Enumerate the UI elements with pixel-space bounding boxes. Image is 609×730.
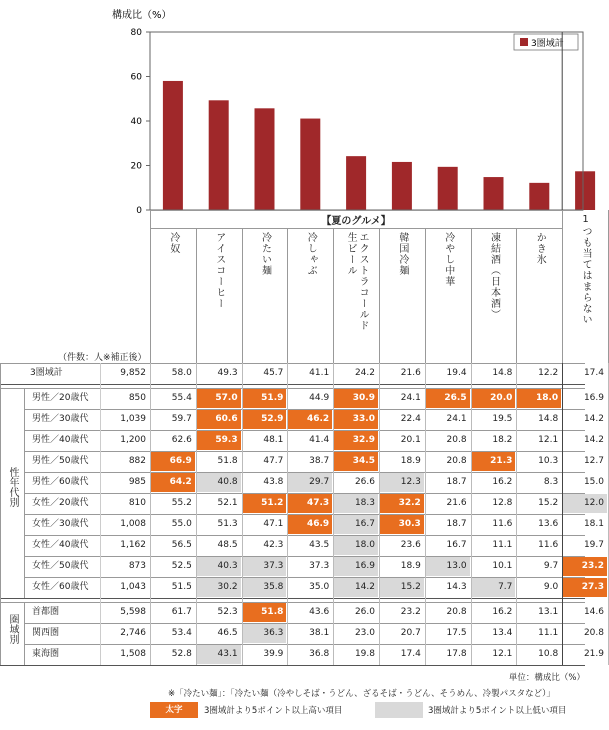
table-row-value: 37.3 [309, 561, 330, 571]
table-row-count: 985 [128, 477, 146, 487]
table-row-value: 51.8 [217, 456, 238, 466]
table-row-label: 女性／40歳代 [32, 540, 89, 550]
table-row-value: 16.2 [492, 477, 513, 487]
table-row-value: 64.2 [151, 473, 195, 492]
column-divider [379, 363, 380, 665]
table-row-label: 女性／60歳代 [32, 582, 89, 592]
table-row-value: 44.9 [309, 393, 330, 403]
table-row-value: 17.8 [446, 649, 467, 659]
table-row-value: 51.2 [243, 494, 287, 513]
table-row-value: 20.1 [400, 435, 421, 445]
column-divider [516, 228, 517, 365]
table-row-value: 23.0 [354, 628, 375, 638]
table-row-value: 34.5 [334, 452, 378, 471]
column-divider [562, 363, 563, 665]
table-row-value: 51.8 [243, 603, 287, 622]
table-row-value: 57.0 [197, 389, 241, 408]
table-row-value: 41.4 [309, 435, 330, 445]
total-value: 14.8 [492, 368, 513, 378]
group-label: 性年代別 [7, 467, 18, 507]
table-row-value: 12.1 [492, 649, 513, 659]
table-row-value: 17.4 [400, 649, 421, 659]
table-row-count: 1,162 [120, 540, 146, 550]
category-label: 冷しゃぶ [305, 232, 317, 276]
table-row-label: 女性／30歳代 [32, 519, 89, 529]
table-row-label: 男性／60歳代 [32, 477, 89, 487]
table-row-value: 26.6 [354, 477, 375, 487]
table-row-count: 1,008 [120, 519, 146, 529]
table-row-value: 30.3 [380, 515, 424, 534]
table-row-value: 15.2 [380, 578, 424, 597]
table-row-value: 15.0 [583, 477, 604, 487]
column-divider [471, 363, 472, 665]
table-row-value: 35.0 [309, 582, 330, 592]
y-tick-label: 60 [130, 72, 142, 83]
category-label: かき氷 [534, 232, 546, 265]
table-row-value: 59.7 [171, 414, 192, 424]
table-row-value: 22.4 [400, 414, 421, 424]
unit-note: 単位：構成比（%） [508, 673, 585, 683]
table-row-value: 16.9 [334, 557, 378, 576]
column-divider [196, 363, 197, 665]
table-row-value: 55.0 [171, 519, 192, 529]
rule [150, 228, 562, 229]
low-swatch [375, 702, 423, 718]
table-row-value: 55.4 [171, 393, 192, 403]
table-row-value: 51.5 [171, 582, 192, 592]
total-value: 45.7 [263, 368, 284, 378]
table-row-value: 10.3 [538, 456, 559, 466]
table-row-value: 53.4 [171, 628, 192, 638]
table-row-value: 47.1 [263, 519, 284, 529]
y-tick-label: 40 [130, 117, 142, 127]
table-row-count: 1,508 [120, 649, 146, 659]
table-row-value: 7.7 [472, 578, 516, 597]
column-divider [471, 228, 472, 365]
total-count: 9,852 [120, 368, 146, 378]
group-divider [24, 602, 25, 665]
column-divider [287, 228, 288, 365]
table-row-label: 男性／50歳代 [32, 456, 89, 466]
table-row-value: 21.9 [583, 649, 604, 659]
category-label: 凍結酒（日本酒） [488, 232, 500, 320]
table-row-value: 8.3 [543, 477, 559, 487]
rule [150, 210, 583, 211]
high-swatch: 太字 [150, 702, 198, 718]
category-label: 冷たい麺 [259, 232, 271, 276]
table-row-value: 13.4 [492, 628, 513, 638]
table-row-value: 16.7 [446, 540, 467, 550]
table-row-value: 23.6 [400, 540, 421, 550]
table-row-value: 19.8 [354, 649, 375, 659]
table-row-value: 32.2 [380, 494, 424, 513]
table-row-count: 1,043 [120, 582, 146, 592]
table-row-value: 27.3 [563, 578, 607, 597]
table-row-value: 33.0 [334, 410, 378, 429]
table-row-value: 12.8 [492, 498, 513, 508]
rule [0, 598, 585, 599]
table-row-value: 13.1 [538, 607, 559, 617]
y-tick-label: 0 [136, 206, 142, 216]
table-row-value: 48.5 [217, 540, 238, 550]
table-row-value: 37.3 [243, 557, 287, 576]
total-value: 19.4 [446, 368, 467, 378]
y-axis-title: 構成比（%） [112, 10, 172, 21]
table-row-value: 18.7 [446, 519, 467, 529]
table-row-value: 24.1 [446, 414, 467, 424]
table-row-value: 16.2 [492, 607, 513, 617]
table-row-value: 20.8 [583, 628, 604, 638]
category-label: 冷やし中華 [442, 232, 454, 287]
table-row-value: 38.7 [309, 456, 330, 466]
column-divider [150, 210, 151, 365]
table-row-label: 女性／20歳代 [32, 498, 89, 508]
total-value: 17.4 [583, 368, 604, 378]
table-row-value: 18.3 [334, 494, 378, 513]
table-row-value: 46.9 [288, 515, 332, 534]
table-row-value: 9.0 [543, 582, 559, 592]
table-row-value: 11.1 [538, 628, 559, 638]
table-row-value: 14.8 [538, 414, 559, 424]
table-row-value: 12.3 [380, 473, 424, 492]
table-row-value: 14.2 [334, 578, 378, 597]
table-row-value: 52.9 [243, 410, 287, 429]
table-row-value: 59.3 [197, 431, 241, 450]
group-label: 圏域別 [7, 614, 18, 644]
table-row-value: 18.9 [400, 456, 421, 466]
table-row-label: 男性／30歳代 [32, 414, 89, 424]
table-row-value: 47.3 [288, 494, 332, 513]
table-row-value: 11.6 [492, 519, 513, 529]
table-row-value: 11.1 [492, 540, 513, 550]
table-row-label: 男性／40歳代 [32, 435, 89, 445]
column-divider [242, 363, 243, 665]
table-row-value: 12.7 [583, 456, 604, 466]
category-label: 韓国冷麺 [396, 232, 408, 276]
table-row-value: 52.1 [217, 498, 238, 508]
table-row-value: 19.5 [492, 414, 513, 424]
group-divider [24, 388, 25, 598]
table-row-value: 18.1 [583, 519, 604, 529]
legend-label: 3圏域計 [531, 39, 564, 49]
table-row-value: 43.8 [263, 477, 284, 487]
table-row-label: 関西圏 [32, 628, 60, 638]
table-row-count: 1,039 [120, 414, 146, 424]
column-divider [333, 228, 334, 365]
column-divider [196, 228, 197, 365]
table-row-value: 21.6 [446, 498, 467, 508]
table-row-value: 20.8 [446, 456, 467, 466]
table-row-value: 46.2 [288, 410, 332, 429]
table-row-value: 20.0 [472, 389, 516, 408]
table-row-value: 14.6 [583, 607, 604, 617]
category-label: 生ビール [345, 232, 357, 276]
table-row-value: 40.8 [197, 473, 241, 492]
table-row-value: 23.2 [563, 557, 607, 576]
table-row-value: 14.3 [446, 582, 467, 592]
y-tick-label: 20 [130, 161, 142, 172]
rule [0, 665, 585, 666]
category-label: 1つも当てはまらない [580, 214, 592, 325]
table-row-value: 18.9 [400, 561, 421, 571]
table-row-value: 9.7 [543, 561, 559, 571]
total-value: 41.1 [309, 368, 330, 378]
table-row-value: 51.9 [243, 389, 287, 408]
table-row-count: 5,598 [120, 607, 146, 617]
total-value: 12.2 [538, 368, 559, 378]
column-divider [562, 210, 563, 365]
high-legend: 3圏域計より5ポイント以上高い項目 [204, 706, 343, 716]
table-row-count: 850 [128, 393, 146, 403]
table-row-value: 14.2 [583, 435, 604, 445]
table-row-count: 2,746 [120, 628, 146, 638]
y-tick-label: 80 [130, 28, 142, 38]
table-row-count: 873 [128, 561, 146, 571]
table-row-value: 18.0 [334, 536, 378, 555]
table-row-value: 55.2 [171, 498, 192, 508]
table-row-label: 女性／50歳代 [32, 561, 89, 571]
table-row-value: 30.9 [334, 389, 378, 408]
column-divider [287, 363, 288, 665]
category-label: 冷奴 [167, 232, 179, 254]
table-row-value: 52.5 [171, 561, 192, 571]
footnote: ※「冷たい麺」：「冷たい麺（冷やしそば・うどん、ざるそば・うどん、そうめん、冷製パスタなど）」 [168, 689, 555, 699]
table-row-count: 810 [128, 498, 146, 508]
table-row-value: 26.5 [426, 389, 470, 408]
table-row-value: 14.2 [583, 414, 604, 424]
table-row-value: 61.7 [171, 607, 192, 617]
total-value: 21.6 [400, 368, 421, 378]
table-row-value: 24.1 [400, 393, 421, 403]
table-row-value: 35.8 [243, 578, 287, 597]
column-divider [0, 363, 1, 665]
table-row-value: 18.0 [517, 389, 561, 408]
category-label: エクストラコールド [357, 232, 369, 331]
table-row-value: 12.1 [538, 435, 559, 445]
table-row-value: 16.9 [583, 393, 604, 403]
table-row-label: 男性／20歳代 [32, 393, 89, 403]
total-value: 58.0 [171, 368, 192, 378]
table-row-count: 1,200 [120, 435, 146, 445]
table-row-value: 66.9 [151, 452, 195, 471]
table-row-value: 18.7 [446, 477, 467, 487]
table-row-value: 30.2 [197, 578, 241, 597]
table-row-value: 43.5 [309, 540, 330, 550]
table-row-value: 18.2 [492, 435, 513, 445]
table-row-value: 19.7 [583, 540, 604, 550]
column-divider [425, 363, 426, 665]
table-row-value: 36.3 [243, 624, 287, 643]
table-row-label: 東海圏 [32, 649, 60, 659]
total-label: 3圏域計 [30, 368, 63, 378]
table-row-value: 36.8 [309, 649, 330, 659]
table-row-value: 20.7 [400, 628, 421, 638]
table-row-value: 17.5 [446, 628, 467, 638]
table-row-value: 23.2 [400, 607, 421, 617]
table-row-value: 10.8 [538, 649, 559, 659]
count-header: （件数：人※補正後） [58, 353, 147, 363]
table-row-value: 62.6 [171, 435, 192, 445]
table-row-value: 38.1 [309, 628, 330, 638]
table-row-value: 13.0 [426, 557, 470, 576]
category-group-label: 【夏のグルメ】 [321, 216, 391, 227]
total-value: 49.3 [217, 368, 238, 378]
column-divider [425, 228, 426, 365]
table-row-value: 29.7 [288, 473, 332, 492]
column-divider [333, 363, 334, 665]
table-row-value: 47.7 [263, 456, 284, 466]
table-row-value: 20.8 [446, 607, 467, 617]
column-divider [379, 228, 380, 365]
rule [0, 384, 585, 385]
table-row-value: 43.1 [197, 645, 241, 664]
table-row-value: 32.9 [334, 431, 378, 450]
table-row-value: 40.3 [197, 557, 241, 576]
category-label: アイスコーヒー [213, 232, 225, 309]
table-row-value: 46.5 [217, 628, 238, 638]
table-row-value: 52.8 [171, 649, 192, 659]
table-row-count: 882 [128, 456, 146, 466]
table-row-value: 21.3 [472, 452, 516, 471]
column-divider [150, 363, 151, 665]
table-row-value: 12.0 [563, 494, 607, 513]
table-row-value: 39.9 [263, 649, 284, 659]
low-legend: 3圏域計より5ポイント以上低い項目 [428, 706, 567, 716]
table-row-value: 51.3 [217, 519, 238, 529]
table-row-value: 26.0 [354, 607, 375, 617]
table-row-value: 48.1 [263, 435, 284, 445]
table-row-value: 42.3 [263, 540, 284, 550]
column-divider [516, 363, 517, 665]
table-row-value: 15.2 [538, 498, 559, 508]
table-row-value: 13.6 [538, 519, 559, 529]
table-row-label: 首都圏 [32, 607, 60, 617]
table-row-value: 16.7 [334, 515, 378, 534]
column-divider [100, 363, 101, 665]
table-row-value: 10.1 [492, 561, 513, 571]
table-row-value: 11.6 [538, 540, 559, 550]
table-row-value: 60.6 [197, 410, 241, 429]
table-row-value: 56.5 [171, 540, 192, 550]
column-divider [242, 228, 243, 365]
table-row-value: 43.6 [309, 607, 330, 617]
table-row-value: 52.3 [217, 607, 238, 617]
total-value: 24.2 [354, 368, 375, 378]
table-row-value: 20.8 [446, 435, 467, 445]
